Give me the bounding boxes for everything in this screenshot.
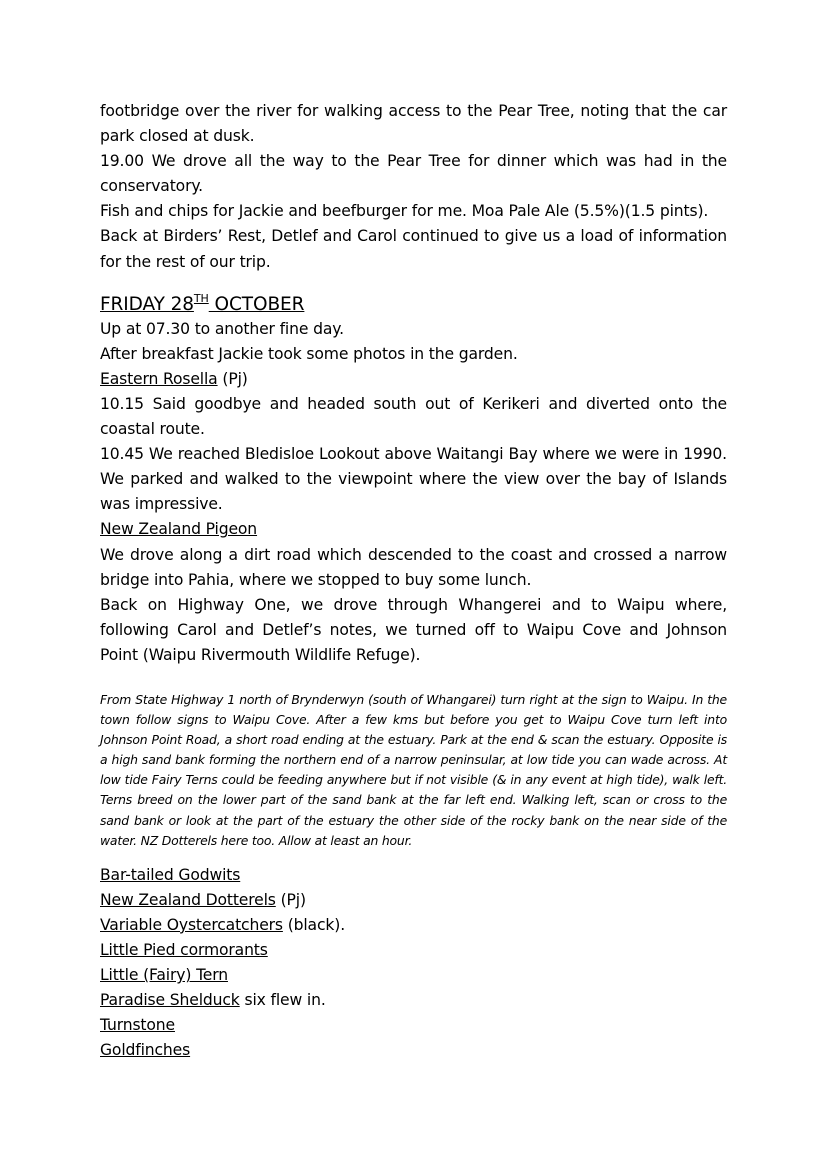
- entry-bledisloe-lookout: 10.45 We reached Bledisloe Lookout above Waitangi Bay where we were in 1990.: [100, 445, 727, 464]
- intro-paragraph-4: Back at Birders’ Rest, Detlef and Carol continued to give us a load of information for the rest of our trip.: [100, 227, 727, 271]
- bird-note: (Pj): [217, 369, 248, 388]
- bird-name: Variable Oystercatchers: [100, 915, 283, 934]
- day-heading: [100, 292, 727, 317]
- entry-viewpoint: We parked and walked to the viewpoint where the view over the bay of Islands was impressive.: [100, 470, 727, 514]
- entry-wakeup: Up at 07.30 to another fine day.: [100, 319, 344, 338]
- directions-note: From State Highway 1 north of Brynderwyn (south of Whangarei) turn right at the sign to Waipu. In the town follow signs to Waipu Cove. After a few kms but before you get to Waipu Cove turn left into Johnson Point Road, a short road ending at the estuary. Park at the end & scan the estuary. Opposite is a high sand bank forming the northern end of a narrow peninsular, at low tide you can wade across. At low tide Fairy Terns could be feeding anywhere but if not visible (& in any event at high tide), walk left. Terns breed on the lower part of the sand bank at the far left end. Walking left, scan or cross to the sand bank or look at the part of the estuary the other side of the rocky bank on the near side of the water. NZ Dotterels here too. Allow at least an hour.: [100, 691, 727, 848]
- day-heading-sup: TH: [193, 291, 209, 305]
- document-page: [100, 99, 727, 1063]
- intro-paragraph-2: 19.00 We drove all the way to the Pear Tree for dinner which was had in the conservatory.: [100, 152, 727, 196]
- bird-name: Goldfinches: [100, 1041, 191, 1060]
- entry-pahia: We drove along a dirt road which descended to the coast and crossed a narrow bridge into Pahia, where we stopped to buy some lunch.: [100, 545, 727, 589]
- intro-paragraph-1: footbridge over the river for walking access to the Pear Tree, noting that the car park closed at dusk.: [100, 102, 727, 146]
- bird-name: Bar-tailed Godwits: [100, 865, 241, 884]
- bird-list-item: [100, 1038, 727, 1063]
- bird-name: New Zealand Dotterels: [100, 890, 276, 909]
- bird-sighting-eastern-rosella: [100, 367, 727, 392]
- bird-name: New Zealand Pigeon: [100, 520, 258, 539]
- bird-list-item: [100, 938, 727, 963]
- bird-list-item: [100, 913, 727, 938]
- bird-name: Paradise Shelduck: [100, 991, 240, 1010]
- intro-paragraph-3: Fish and chips for Jackie and beefburger for me. Moa Pale Ale (5.5%)(1.5 pints).: [100, 202, 709, 221]
- bird-sighting-nz-pigeon: [100, 517, 727, 542]
- entry-breakfast: After breakfast Jackie took some photos in the garden.: [100, 344, 518, 363]
- bird-list-item: [100, 1013, 727, 1038]
- bird-name: Eastern Rosella: [100, 369, 218, 388]
- bird-list-item: [100, 963, 727, 988]
- day-heading-suffix: OCTOBER: [208, 293, 305, 315]
- bird-note: (Pj): [275, 890, 306, 909]
- bird-name: Little Pied cormorants: [100, 941, 268, 959]
- bird-list: [100, 863, 727, 1064]
- entry-waipu: Back on Highway One, we drove through Whangerei and to Waipu where, following Carol and Detlef’s notes, we turned off to Waipu Cove and Johnson Point (Waipu Rivermouth Wildlife Refuge).: [100, 595, 727, 664]
- bird-list-item: [100, 988, 727, 1013]
- bird-list-item: [100, 863, 727, 888]
- bird-list-item: [100, 888, 727, 913]
- entry-departure: 10.15 Said goodbye and headed south out of Kerikeri and diverted onto the coastal route.: [100, 394, 727, 439]
- bird-name: Little (Fairy) Tern: [100, 966, 228, 985]
- day-heading-prefix: FRIDAY 28: [100, 293, 194, 315]
- bird-note: (black).: [282, 915, 346, 934]
- bird-name: Turnstone: [100, 1016, 175, 1035]
- bird-note: six flew in.: [239, 991, 326, 1010]
